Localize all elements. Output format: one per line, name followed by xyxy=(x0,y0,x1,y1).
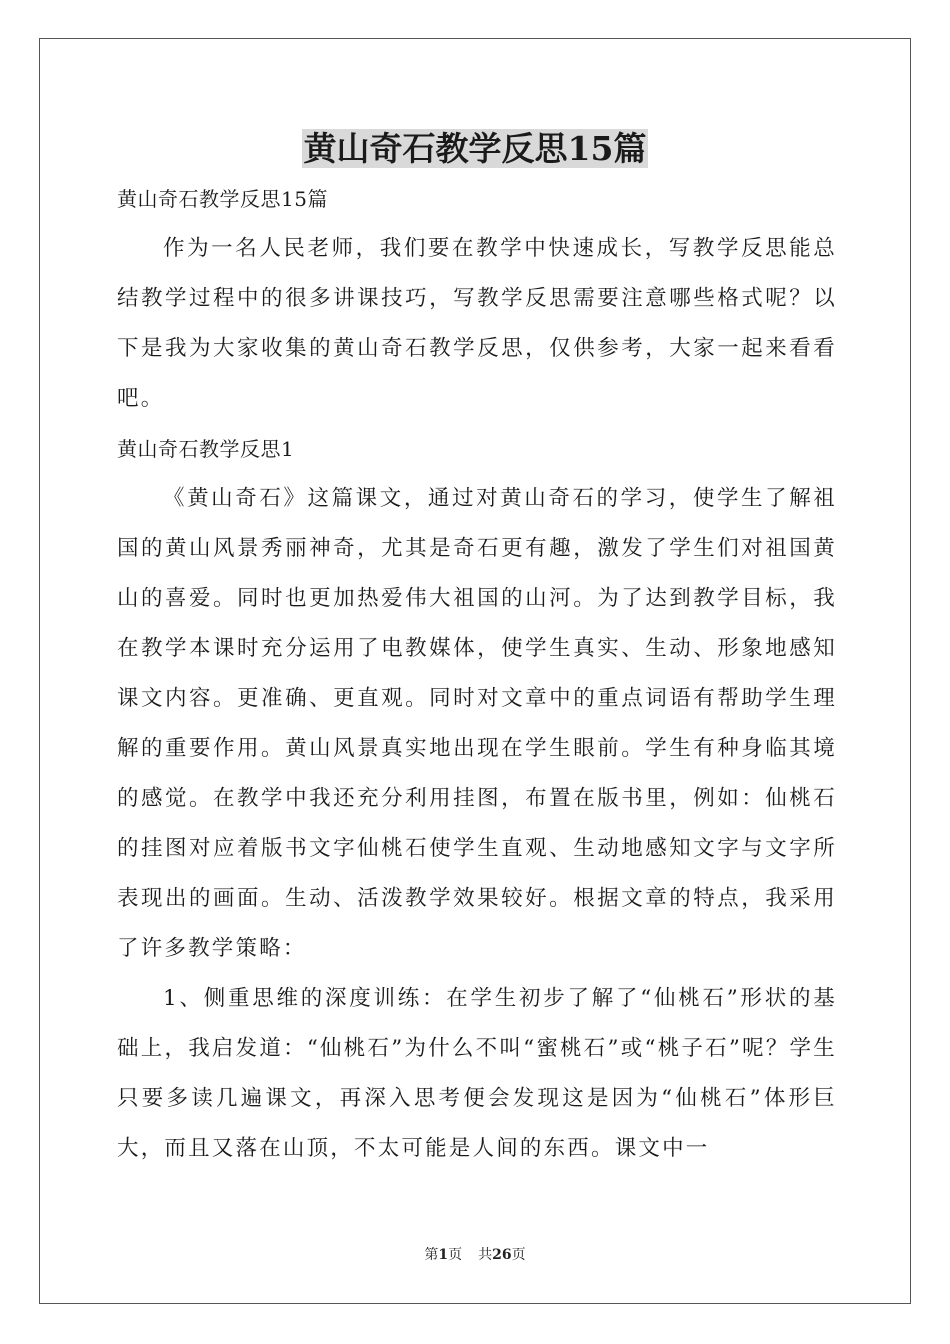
section-heading: 黄山奇石教学反思1 xyxy=(117,437,295,461)
page-number: 1 xyxy=(438,1247,449,1263)
intro-paragraph: 作为一名人民老师，我们要在教学中快速成长，写教学反思能总结教学过程中的很多讲课技巧，写教学反思需要注意哪些格式呢？以下是我为大家收集的黄山奇石教学反思，仅供参考，大家一起来看看吧。 xyxy=(117,236,837,411)
body-paragraph: 1、侧重思维的深度训练：在学生初步了解了“仙桃石”形状的基础上，我启发道：“仙桃石”为什么不叫“蜜桃石”或“桃子石”呢？学生只要多读几遍课文，再深入思考便会发现这是因为“仙桃石”体形巨大，而且又落在山顶，不太可能是人间的东西。课文中一 xyxy=(117,986,837,1161)
document-title xyxy=(0,124,950,174)
page-label-suffix: 页 xyxy=(448,1247,463,1263)
page-footer xyxy=(0,1245,950,1265)
body-paragraph: 《黄山奇石》这篇课文，通过对黄山奇石的学习，使学生了解祖国的黄山风景秀丽神奇，尤其是奇石更有趣，激发了学生们对祖国黄山的喜爱。同时也更加热爱伟大祖国的山河。为了达到教学目标，我在教学本课时充分运用了电教媒体，使学生真实、生动、形象地感知课文内容。更准确、更直观。同时对文章中的重点词语有帮助学生理解的重要作用。黄山风景真实地出现在学生眼前。学生有种身临其境的感觉。在教学中我还充分利用挂图，布置在版书里，例如：仙桃石的挂图对应着版书文字仙桃石使学生直观、生动地感知文字与文字所表现出的画面。生动、活泼教学效果较好。根据文章的特点，我采用了许多教学策略： xyxy=(117,486,837,961)
page-label-prefix: 第 xyxy=(424,1247,439,1263)
document-subtitle: 黄山奇石教学反思15篇 xyxy=(117,187,328,211)
total-label-prefix: 共 xyxy=(478,1247,493,1263)
total-label-suffix: 页 xyxy=(511,1247,526,1263)
page-total: 26 xyxy=(492,1247,512,1263)
document-title-text: 黄山奇石教学反思15篇 xyxy=(303,129,647,168)
document-body xyxy=(117,174,837,1174)
